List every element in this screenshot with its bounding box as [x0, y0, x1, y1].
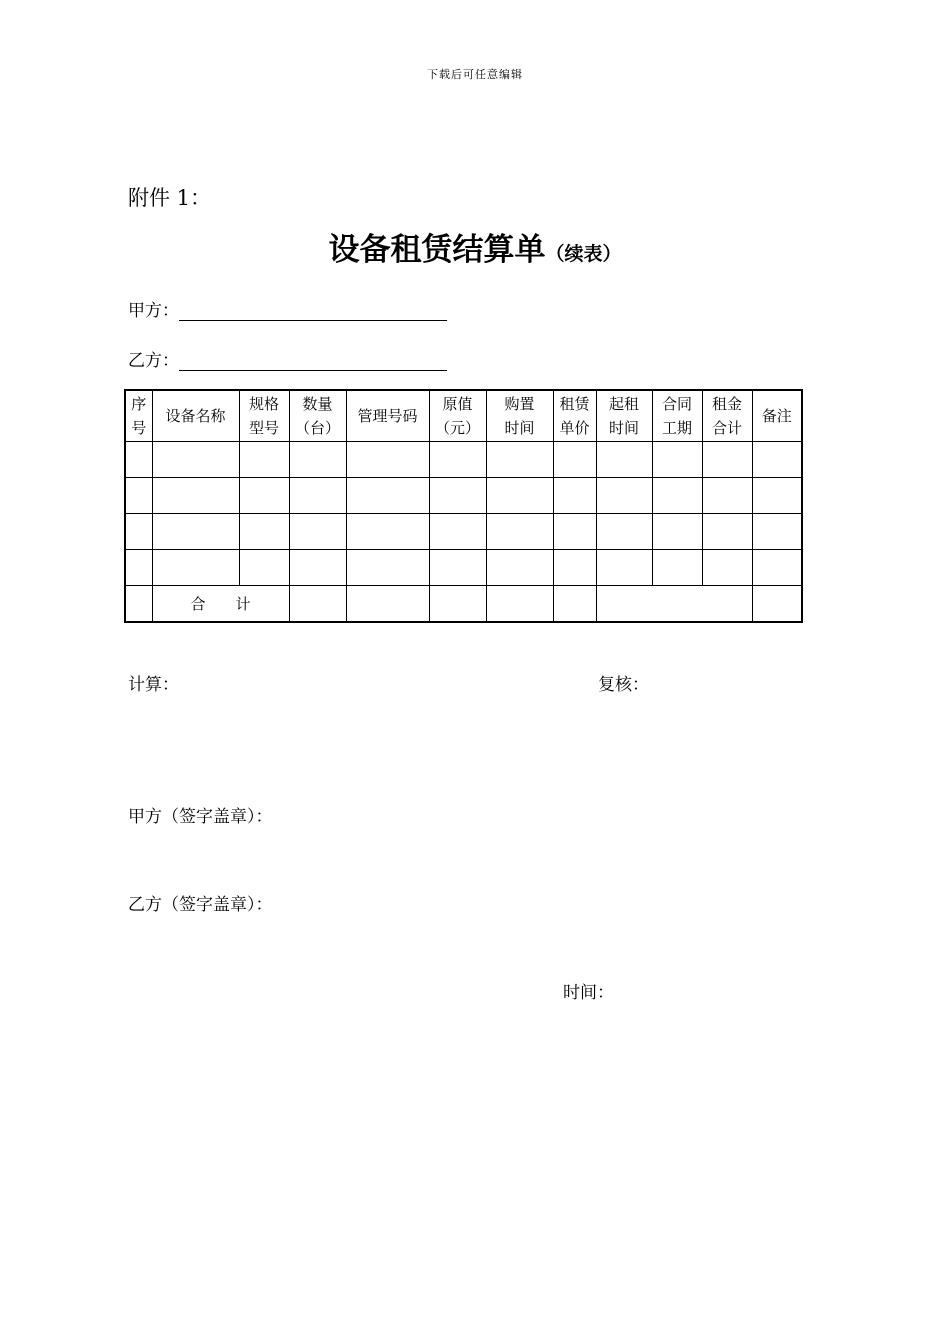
settlement-table — [124, 389, 803, 623]
review-label: 复核： — [598, 675, 649, 695]
table-row — [125, 478, 802, 514]
header-cell: 备注 — [752, 390, 802, 442]
header-cell: 设备名称 — [152, 390, 239, 442]
table-cell[interactable] — [752, 514, 802, 550]
header-cell: 规格 型号 — [239, 390, 289, 442]
total-quantity-cell[interactable] — [289, 586, 346, 623]
table-cell[interactable] — [596, 442, 652, 478]
title-main: 设备租赁结算单 — [328, 232, 546, 268]
table-cell[interactable] — [652, 550, 702, 586]
table-cell[interactable] — [652, 514, 702, 550]
header-cell: 起租 时间 — [596, 390, 652, 442]
table-cell[interactable] — [752, 478, 802, 514]
header-cell: 管理号码 — [346, 390, 429, 442]
table-cell[interactable] — [596, 550, 652, 586]
total-rent-cell[interactable] — [596, 586, 752, 623]
table-cell[interactable] — [752, 550, 802, 586]
table-cell[interactable] — [152, 514, 239, 550]
table-cell[interactable] — [125, 478, 152, 514]
table-cell[interactable] — [289, 478, 346, 514]
table-cell[interactable] — [239, 514, 289, 550]
header-cell: 原值 （元） — [429, 390, 486, 442]
header-cell: 购置 时间 — [486, 390, 553, 442]
table-cell[interactable] — [346, 442, 429, 478]
attachment-label: 附件 1： — [128, 186, 212, 210]
header-cell: 合同 工期 — [652, 390, 702, 442]
title-sub: （续表） — [545, 243, 622, 265]
header-cell: 数量 （台） — [289, 390, 346, 442]
table-cell[interactable] — [752, 442, 802, 478]
table-cell[interactable] — [429, 442, 486, 478]
table-header-row — [125, 390, 802, 442]
table-cell[interactable] — [596, 514, 652, 550]
table-cell[interactable] — [125, 442, 152, 478]
party-a-sign-label: 甲方（签字盖章）： — [128, 807, 273, 827]
table-cell[interactable] — [486, 514, 553, 550]
table-cell[interactable] — [652, 442, 702, 478]
party-a-row — [128, 296, 447, 321]
table-cell[interactable] — [486, 550, 553, 586]
table-cell[interactable] — [346, 550, 429, 586]
table-cell[interactable] — [125, 586, 152, 623]
table-cell[interactable] — [553, 514, 596, 550]
table-cell[interactable] — [553, 550, 596, 586]
table-cell[interactable] — [486, 442, 553, 478]
party-b-label: 乙方： — [128, 351, 179, 371]
total-row — [125, 586, 802, 623]
party-b-field[interactable] — [179, 352, 447, 371]
table-cell[interactable] — [553, 586, 596, 623]
table-cell[interactable] — [152, 442, 239, 478]
table-cell[interactable] — [702, 442, 752, 478]
table-cell[interactable] — [239, 550, 289, 586]
table-cell[interactable] — [702, 550, 752, 586]
table-row — [125, 550, 802, 586]
table-cell[interactable] — [289, 514, 346, 550]
table-cell[interactable] — [486, 586, 553, 623]
document-title — [0, 224, 950, 269]
table-cell[interactable] — [289, 442, 346, 478]
table-cell[interactable] — [125, 550, 152, 586]
total-label: 合 计 — [152, 586, 289, 623]
table-cell[interactable] — [346, 514, 429, 550]
table-cell[interactable] — [289, 550, 346, 586]
table-cell[interactable] — [596, 478, 652, 514]
table-row — [125, 442, 802, 478]
table-cell[interactable] — [702, 478, 752, 514]
table-cell[interactable] — [702, 514, 752, 550]
table-cell[interactable] — [553, 478, 596, 514]
table-cell[interactable] — [152, 550, 239, 586]
table-row — [125, 514, 802, 550]
table-cell[interactable] — [429, 478, 486, 514]
table-cell[interactable] — [125, 514, 152, 550]
party-b-sign-label: 乙方（签字盖章）： — [128, 895, 273, 915]
table-cell[interactable] — [152, 478, 239, 514]
calc-label: 计算： — [128, 675, 179, 695]
table-cell[interactable] — [752, 586, 802, 623]
table-cell[interactable] — [652, 478, 702, 514]
header-cell: 租金 合计 — [702, 390, 752, 442]
time-label: 时间： — [563, 983, 614, 1003]
table-cell[interactable] — [553, 442, 596, 478]
table-cell[interactable] — [429, 550, 486, 586]
party-a-field[interactable] — [179, 302, 447, 321]
party-a-label: 甲方： — [128, 301, 179, 321]
table-cell[interactable] — [346, 586, 429, 623]
table-cell[interactable] — [346, 478, 429, 514]
party-b-row — [128, 346, 447, 371]
header-note: 下载后可任意编辑 — [427, 68, 523, 81]
table-cell[interactable] — [239, 442, 289, 478]
table-cell[interactable] — [429, 514, 486, 550]
table-cell[interactable] — [486, 478, 553, 514]
header-cell: 序 号 — [125, 390, 152, 442]
header-cell: 租赁 单价 — [553, 390, 596, 442]
table-cell[interactable] — [239, 478, 289, 514]
total-value-cell[interactable] — [429, 586, 486, 623]
